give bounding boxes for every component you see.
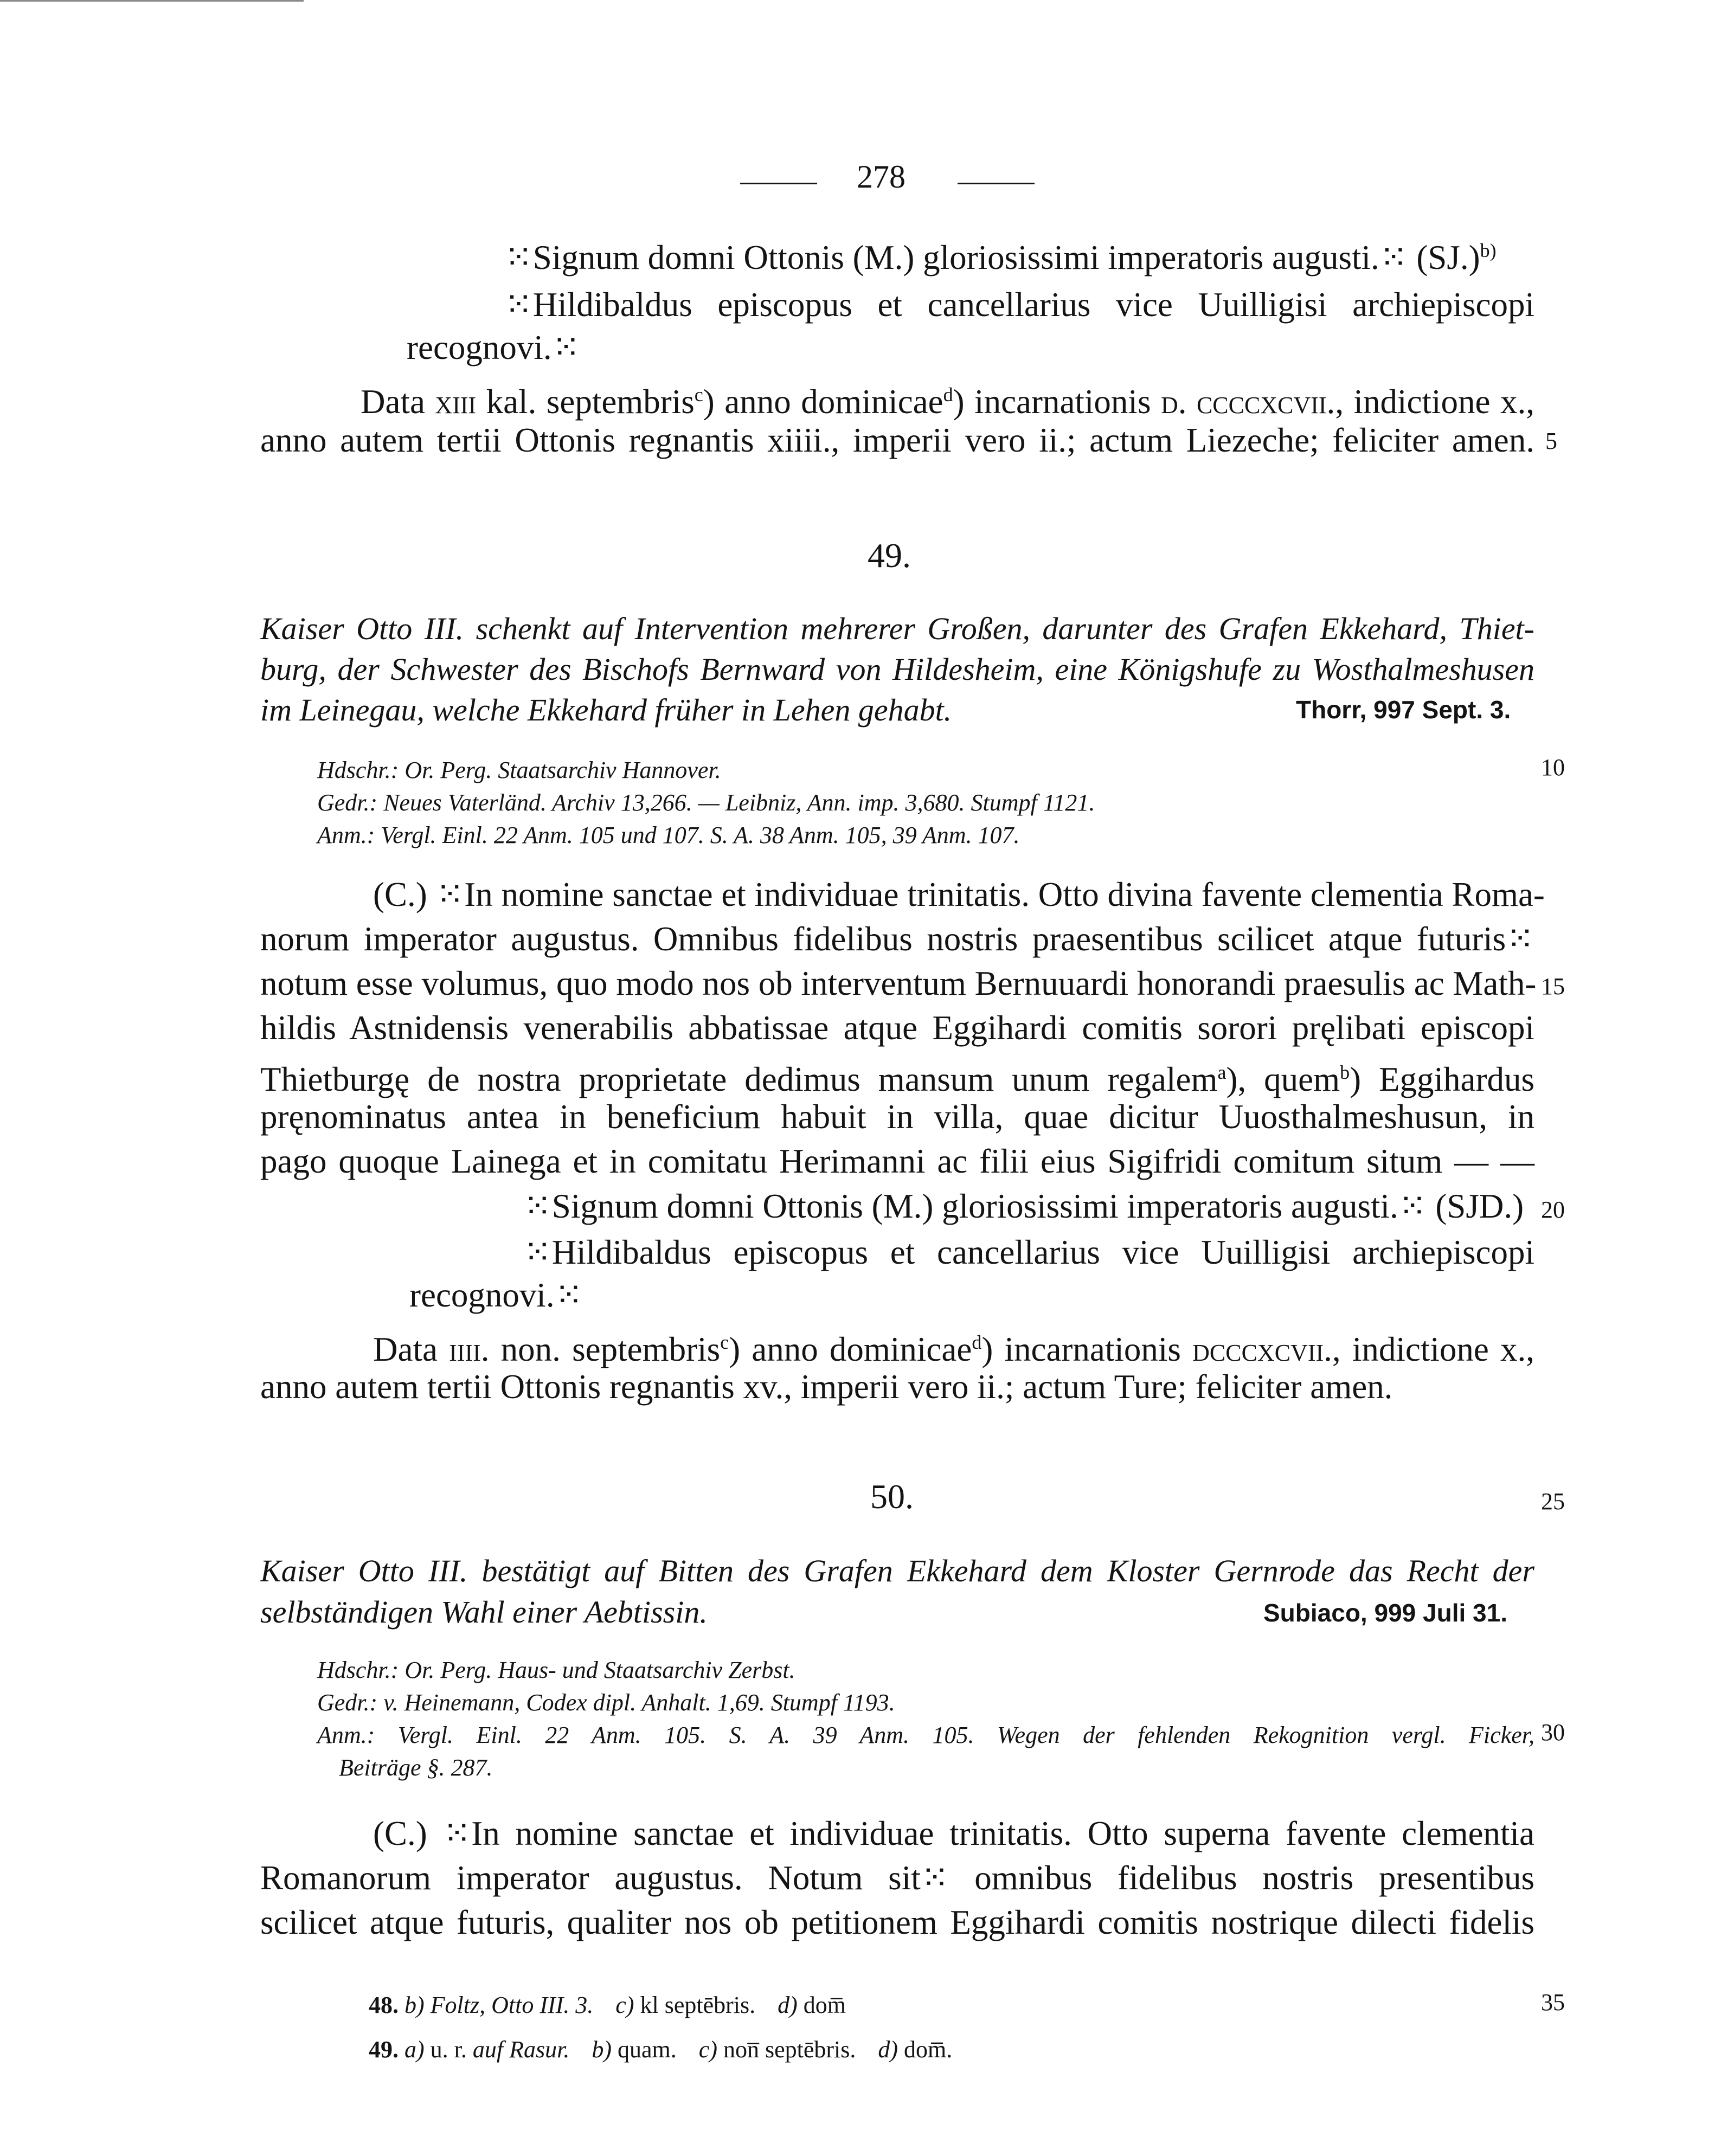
footnote-text: u. r.	[430, 2036, 467, 2063]
date-text: ) incarnationis	[953, 383, 1161, 421]
doc48-signum-line	[504, 237, 1497, 278]
date-numeral: iiii.	[449, 1330, 490, 1368]
doc50-place-date: Subiaco, 999 Juli 31.	[1263, 1599, 1507, 1627]
doc49-printed: Gedr.: Neues Vaterländ. Archiv 13,266. — Leibniz, Ann. imp. 3,680. Stumpf 1121.	[317, 789, 1095, 816]
doc49-text-line-3: notum esse volumus, quo modo nos ob interventum Bernuuardi honorandi praesulis ac Math-	[260, 964, 1537, 1002]
doc50-manuscript: Hdschr.: Or. Perg. Haus- und Staatsarchiv Zerbst.	[317, 1657, 795, 1683]
footnote-text: auf Rasur.	[472, 2036, 570, 2063]
doc49-text-line-7: pago quoque Lainega et in comitatu Herimanni ac filii eius Sigifridi comitum situm — —	[260, 1142, 1534, 1180]
doc50-regest-line-1: Kaiser Otto III. bestätigt auf Bitten des Grafen Ekkehard dem Kloster Gernrode das Recht der	[260, 1553, 1534, 1588]
line-number-25: 25	[1541, 1488, 1565, 1515]
footnote-text: Foltz, Otto III. 3.	[430, 1992, 594, 2018]
doc49-manuscript: Hdschr.: Or. Perg. Staatsarchiv Hannover.	[317, 757, 721, 783]
doc49-signum-line: ⁙Signum domni Ottonis (M.) gloriosissimi imperatoris augusti.⁙ (SJD.)	[523, 1187, 1524, 1225]
footnote-text: non̅ septēbris.	[723, 2036, 856, 2063]
text-segment: ) Eggihardus	[1350, 1060, 1534, 1098]
header-dash-left	[740, 183, 817, 184]
doc49-date-line-1	[373, 1321, 1534, 1371]
doc49-date-line-2: anno autem tertii Ottonis regnantis xv., imperii vero ii.; actum Ture; feliciter amen.	[260, 1368, 1393, 1406]
footnote-ref: d	[943, 384, 953, 406]
footnote-48	[369, 1988, 846, 2022]
scan-edge-line	[0, 0, 304, 2]
doc49-recognovi: recognovi.⁙	[409, 1276, 583, 1314]
text-segment: Thietburgę de nostra proprietate dedimus mansum unum regalem	[260, 1060, 1218, 1098]
doc49-text-line-2: norum imperator augustus. Omnibus fidelibus nostris praesentibus scilicet atque futuris⁙	[260, 920, 1534, 958]
doc49-recognition-line: ⁙Hildibaldus episcopus et cancellarius vice Uuilligisi archiepiscopi	[523, 1233, 1534, 1271]
doc50-text-line-3: scilicet atque futuris, qualiter nos ob petitionem Eggihardi comitis nostrique dilecti fidelis	[260, 1903, 1534, 1941]
doc49-regest-line-2: burg, der Schwester des Bischofs Bernward von Hildesheim, eine Königshufe zu Wosthalmeshusen	[260, 652, 1534, 687]
doc50-notes-line-1: Anm.: Vergl. Einl. 22 Anm. 105. S. A. 39 Anm. 105. Wegen der fehlenden Rekognition vergl. Ficker,	[317, 1722, 1534, 1748]
date-text: , indictione x.,	[1335, 383, 1534, 421]
doc50-notes-line-2: Beiträge §. 287.	[339, 1754, 493, 1781]
doc50-number: 50.	[870, 1477, 914, 1516]
doc49-number: 49.	[868, 536, 911, 575]
page-number: 278	[857, 159, 906, 195]
footnote-text: quam.	[618, 2036, 677, 2063]
footnote-marker: d)	[778, 1992, 798, 2018]
doc48-recognovi: recognovi.⁙	[407, 329, 581, 366]
doc49-place-date: Thorr, 997 Sept. 3.	[1296, 696, 1511, 724]
doc49-text-line-5	[260, 1051, 1534, 1101]
footnote-ref: a	[1217, 1061, 1226, 1083]
line-number-10: 10	[1541, 754, 1565, 781]
line-number-35: 35	[1541, 1989, 1565, 2016]
doc48-date-line-2: anno autem tertii Ottonis regnantis xiiii., imperii vero ii.; actum Liezeche; feliciter amen.	[260, 421, 1534, 459]
doc49-notes: Anm.: Vergl. Einl. 22 Anm. 105 und 107. S. A. 38 Anm. 105, 39 Anm. 107.	[317, 822, 1020, 848]
doc49-text-line-4: hildis Astnidensis venerabilis abbatissae atque Eggihardi comitis sorori pręlibati episcopi	[260, 1009, 1534, 1047]
footnote-marker: a)	[404, 2036, 425, 2063]
date-text: Data	[373, 1330, 449, 1368]
footnote-text: kl septēbris.	[640, 1992, 756, 2018]
doc50-regest-line-2: selbständigen Wahl einer Aebtissin.	[260, 1594, 708, 1630]
footnote-marker: d)	[878, 2036, 898, 2063]
footnote-49	[369, 2033, 952, 2067]
footnote-text: dom̅.	[904, 2036, 953, 2063]
doc49-text-line-1: (C.) ⁙In nomine sanctae et individuae trinitatis. Otto divina favente clementia Roma-	[373, 876, 1545, 913]
footnote-label: 49.	[369, 2036, 399, 2063]
doc49-regest-line-3: im Leinegau, welche Ekkehard früher in Lehen gehabt.	[260, 692, 952, 728]
date-text: ) anno dominicae	[703, 383, 943, 421]
doc48-signum-text: ⁙Signum domni Ottonis (M.) gloriosissimi imperatoris augusti.⁙ (SJ.)	[504, 239, 1480, 276]
footnote-marker: b)	[404, 1992, 425, 2018]
doc48-recognition-line: ⁙Hildibaldus episcopus et cancellarius vice Uuilligisi archiepiscopi	[504, 286, 1534, 324]
doc49-text-line-6: pręnominatus antea in beneficium habuit in villa, quae dicitur Uuosthalmeshusun, in	[260, 1098, 1534, 1136]
date-text: non. septembris	[489, 1330, 721, 1368]
date-numeral: xiii	[435, 383, 477, 421]
footnote-marker: c)	[698, 2036, 717, 2063]
line-number-30: 30	[1541, 1719, 1565, 1746]
doc49-regest-line-1: Kaiser Otto III. schenkt auf Intervention mehrerer Großen, darunter des Grafen Ekkehard, Thiet-	[260, 611, 1534, 646]
date-text: ) incarnationis	[981, 1330, 1193, 1368]
date-text: kal. septembris	[476, 383, 695, 421]
text-segment: ), quem	[1226, 1060, 1340, 1098]
footnote-ref: b	[1340, 1061, 1350, 1083]
date-text: Data	[361, 383, 435, 421]
footnote-ref: c	[720, 1331, 729, 1353]
doc48-date-line-1	[361, 373, 1534, 423]
doc50-text-line-2: Romanorum imperator augustus. Notum sit⁙ omnibus fidelibus nostris presentibus	[260, 1859, 1534, 1897]
date-text: , indictione x.,	[1332, 1330, 1534, 1368]
footnote-text: dom̅	[803, 1992, 846, 2018]
line-number-5: 5	[1545, 428, 1557, 454]
doc50-printed: Gedr.: v. Heinemann, Codex dipl. Anhalt. 1,69. Stumpf 1193.	[317, 1689, 895, 1716]
line-number-15: 15	[1541, 973, 1565, 1000]
footnote-marker: b)	[592, 2036, 612, 2063]
doc50-text-line-1: (C.) ⁙In nomine sanctae et individuae trinitatis. Otto superna favente clementia	[373, 1814, 1534, 1852]
date-numeral: d. ccccxcvii.	[1160, 383, 1335, 421]
footnote-marker: c)	[615, 1992, 634, 2018]
footnote-ref: d	[972, 1331, 982, 1353]
line-number-20: 20	[1541, 1196, 1565, 1223]
date-text: ) anno dominicae	[729, 1330, 972, 1368]
header-dash-right	[958, 183, 1035, 184]
footnote-label: 48.	[369, 1992, 399, 2018]
footnote-ref: c	[694, 384, 703, 406]
date-numeral: dcccxcvii.	[1192, 1330, 1332, 1368]
footnote-ref: b)	[1480, 240, 1497, 261]
